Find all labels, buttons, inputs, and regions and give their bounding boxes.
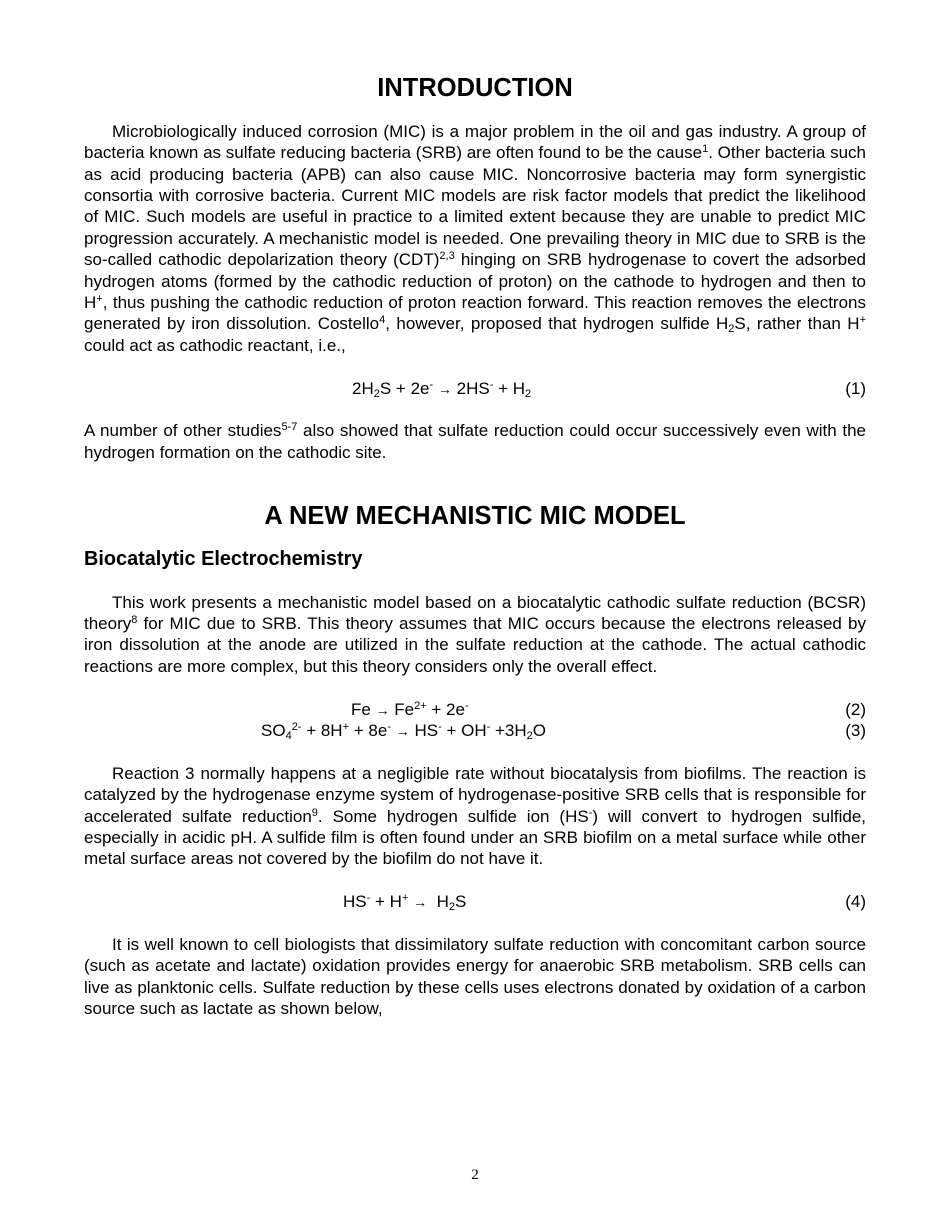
citation: 4	[379, 314, 386, 327]
arrow-icon: →	[437, 380, 452, 397]
equation-number: (2)	[845, 699, 866, 719]
citation: 8	[131, 614, 138, 627]
intro-paragraph-2: A number of other studies$^{5-7}$ also showed that sulfate reduction could occur successively even with the hydrogen formation on the cathodic site.	[84, 421, 866, 462]
equation-number: (1)	[845, 378, 866, 398]
model-paragraph-2: Reaction 3 normally happens at a negligible rate without biocatalysis from biofilms. The reaction is catalyzed by the hydrogenase enzyme system of hydrogenase-positive SRB cells that is responsible for accelerated sulfate reduction$^9$. Some hydrogen sulfide ion (HS-) will convert to hydrogen sulfide, especially in acidic pH. A sulfide film is often found under an SRB biofilm on a metal surface while other metal surface areas not covered by the biofilm do not have it.	[84, 763, 866, 869]
equation-2-expression: $Fe \to Fe^{2+} + 2e^-$	[351, 699, 469, 719]
page-number: 2	[471, 1167, 479, 1183]
equation-3	[84, 720, 866, 741]
section-heading-introduction: INTRODUCTION	[377, 74, 573, 102]
citation: 9	[311, 806, 318, 819]
citation: 5-7	[281, 421, 298, 434]
equation-number: (4)	[845, 892, 866, 912]
equation-1-expression: $2H_2S + 2e^- \to 2HS^- + H_2$	[352, 378, 532, 400]
equation-3-expression: $SO_4^{2-} + 8H^+ + 8e^- \to HS^- + OH^- +3H_2O$	[261, 721, 547, 743]
section-heading-model: A NEW MECHANISTIC MIC MODEL	[264, 502, 686, 531]
intro-paragraph-1: Microbiologically induced corrosion (MIC) is a major problem in the oil and gas industry. A group of bacteria known as sulfate reducing bacteria (SRB) are often found to be the cause$^1$. Other bacteria such as acid producing bacteria (APB) can also cause MIC. Noncorrosive bacteria may form synergistic consortia with corrosive bacteria. Current MIC models are risk factor models that predict the likelihood of MIC. Such models are useful in practice to a limited extent because they are unable to predict MIC progression accurately. A mechanistic model is needed. One prevailing theory in MIC due to SRB is the so-called cathodic depolarization theory (CDT)$^{2,3}$ hinging on SRB hydrogenase to covert the adsorbed hydrogen atoms (formed by the cathodic reduction of proton) on the cathode to hydrogen and then to H+, thus pushing the cathodic reduction of proton reaction forward. This reaction removes the electrons generated by iron dissolution. Costello$^4$, however, proposed that hydrogen sulfide $H_2S$, rather than H+ could act as cathodic reactant, i.e.,	[84, 121, 867, 355]
citation: 1	[702, 143, 709, 156]
arrow-icon: →	[375, 701, 390, 718]
model-paragraph-1: This work presents a mechanistic model based on a biocatalytic cathodic sulfate reduction (BCSR) theory$^8$ for MIC due to SRB. This theory assumes that MIC occurs because the electrons released by iron dissolution at the anode are utilized in the sulfate reduction at the cathode. The actual cathodic reactions are more complex, but this theory considers only the overall effect.	[84, 592, 866, 676]
arrow-icon: →	[395, 723, 410, 740]
equation-4	[84, 891, 866, 912]
arrow-icon: →	[413, 894, 428, 911]
equation-number: (3)	[845, 721, 866, 741]
equation-1	[84, 378, 866, 399]
citation: 2,3	[439, 250, 455, 263]
paper-page	[84, 74, 867, 1020]
model-paragraph-3: It is well known to cell biologists that dissimilatory sulfate reduction with concomitant carbon source (such as acetate and lactate) oxidation provides energy for anaerobic SRB metabolism. SRB cells can live as planktonic cells. Sulfate reduction by these cells uses electrons donated by oxidation of a carbon source such as lactate as shown below,	[84, 935, 866, 1019]
equation-2	[84, 699, 866, 720]
subsection-heading: Biocatalytic Electrochemistry	[84, 547, 363, 570]
equation-4-expression: $HS^- + H^+ \to H_2S$	[343, 892, 467, 914]
